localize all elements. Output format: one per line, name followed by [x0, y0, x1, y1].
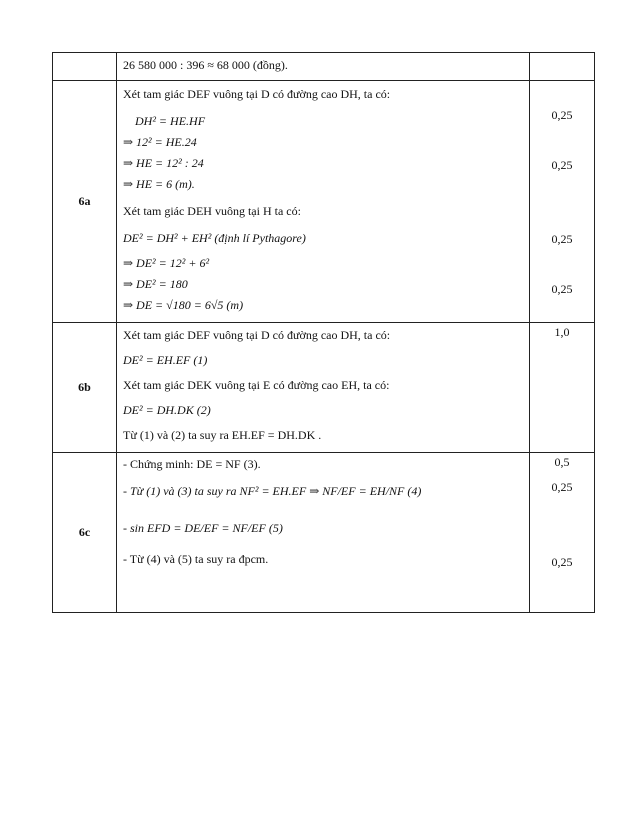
line-6a-6: Xét tam giác DEH vuông tại H ta có: [123, 204, 301, 218]
table-row [53, 81, 595, 323]
line-6a-8: ⇒ DE² = 12² + 6² [123, 256, 210, 270]
line-6b-3: Xét tam giác DEK vuông tại E có đường cao EH, ta có: [123, 378, 390, 392]
line-6a-5: ⇒ HE = 6 (m). [123, 177, 195, 191]
line-6c-1: - Chứng minh: DE = NF (3). [123, 457, 261, 471]
score-6a-3: 0,25 [551, 232, 573, 246]
score-6c-2: 0,25 [551, 480, 573, 494]
content-cell-6b [117, 323, 530, 453]
line-6b-4: DE² = DH.DK (2) [123, 403, 211, 417]
line-6c-2: - Từ (1) và (3) ta suy ra NF² = EH.EF ⇒ NF/EF = EH/NF (4) [123, 484, 422, 498]
line-6c-3: - sin EFD = DE/EF = NF/EF (5) [123, 521, 283, 535]
line-6a-3: ⇒ 12² = HE.24 [123, 135, 197, 149]
line-6b-2: DE² = EH.EF (1) [123, 353, 208, 367]
line-6a-10: ⇒ DE = √180 = 6√5 (m) [123, 298, 244, 312]
table-row [53, 53, 595, 81]
content-cell-6c [117, 453, 530, 613]
table-row [53, 323, 595, 453]
line-6b-5: Từ (1) và (2) ta suy ra EH.EF = DH.DK . [123, 428, 322, 442]
part-label-6a: 6a [53, 81, 117, 323]
score-6c-3: 0,25 [551, 555, 573, 569]
part-label-6b: 6b [53, 323, 117, 453]
score-6a-4: 0,25 [551, 282, 573, 296]
part-label-6c: 6c [53, 453, 117, 613]
line-6a-9: ⇒ DE² = 180 [123, 277, 188, 291]
line-6a-4: ⇒ HE = 12² : 24 [123, 156, 204, 170]
content-cell-6a [117, 81, 530, 323]
score-cell-6c [530, 453, 595, 613]
part-cell-empty [53, 53, 117, 81]
content-cell [117, 53, 530, 81]
score-cell-6b [530, 323, 595, 453]
score-6a-2: 0,25 [551, 158, 573, 172]
line-6a-2: DH² = HE.HF [135, 114, 206, 128]
score-cell-6a [530, 81, 595, 323]
cost-line: 26 580 000 : 396 ≈ 68 000 (đồng). [123, 58, 288, 72]
table-row [53, 453, 595, 613]
grading-table [52, 52, 595, 613]
score-6b-1: 1,0 [554, 325, 570, 339]
line-6c-4: - Từ (4) và (5) ta suy ra đpcm. [123, 552, 269, 566]
score-cell-empty [530, 53, 595, 81]
score-6a-1: 0,25 [551, 108, 573, 122]
line-6a-7: DE² = DH² + EH² (định lí Pythagore) [123, 231, 306, 245]
score-6c-1: 0,5 [554, 455, 570, 469]
line-6a-1: Xét tam giác DEF vuông tại D có đường cao DH, ta có: [123, 87, 391, 101]
line-6b-1: Xét tam giác DEF vuông tại D có đường cao DH, ta có: [123, 328, 391, 342]
